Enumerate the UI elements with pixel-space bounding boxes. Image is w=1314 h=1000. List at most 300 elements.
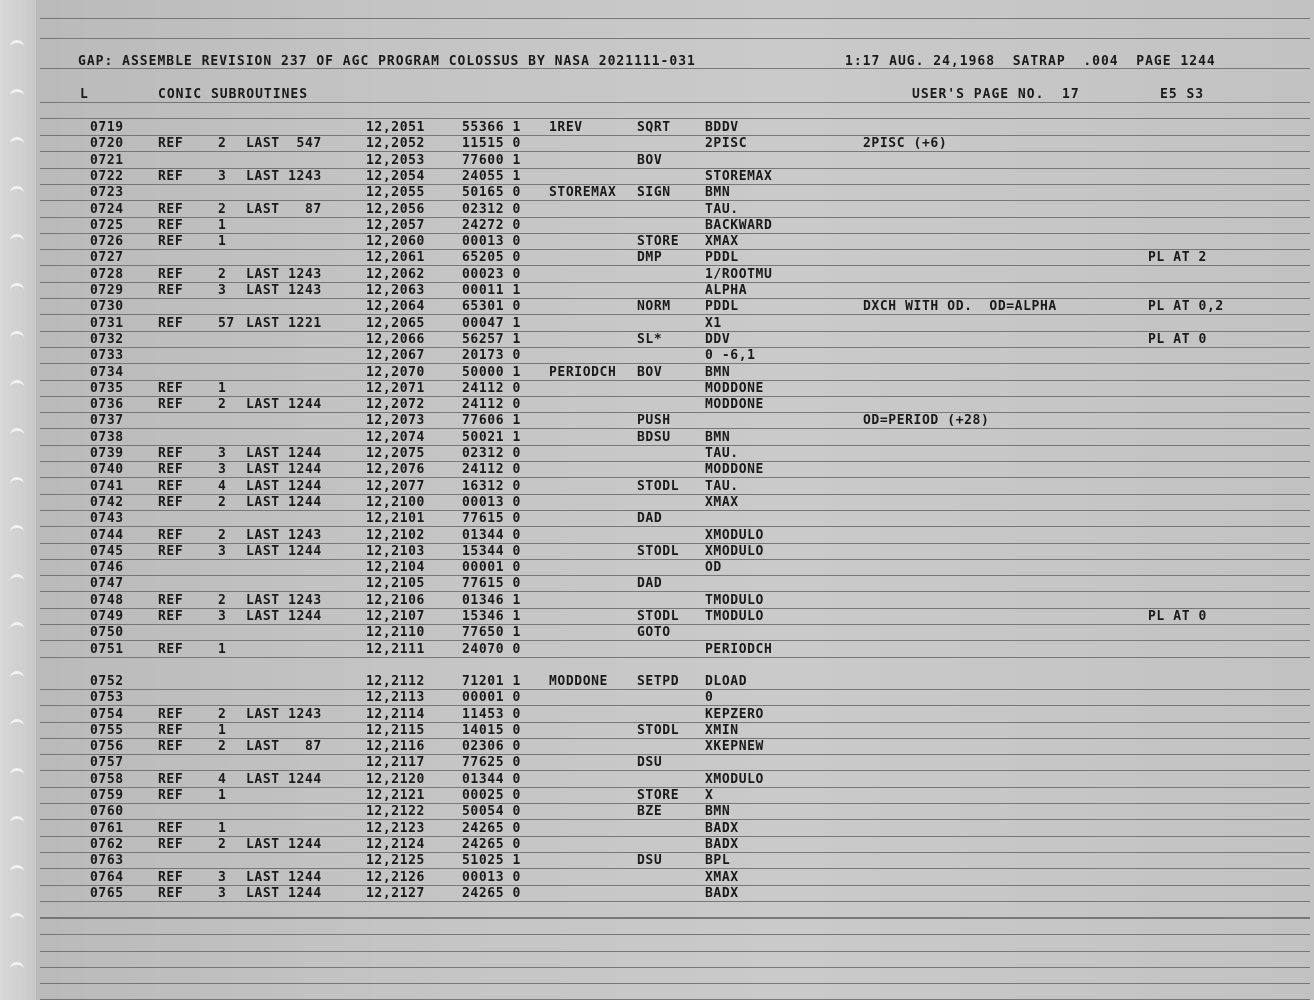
operand: KEPZERO <box>705 706 764 722</box>
operand: BDDV <box>705 120 739 135</box>
line-number: 0765 <box>90 885 124 901</box>
listing-row <box>0 153 1314 169</box>
listing-row <box>0 332 1314 348</box>
ref-label: REF <box>158 722 184 738</box>
ruled-line <box>40 118 1310 119</box>
line-number: 0736 <box>90 397 124 413</box>
address: 12,2056 <box>366 201 425 217</box>
octal-word: 71201 1 <box>462 673 521 689</box>
line-number: 0745 <box>90 543 124 559</box>
last-ref: LAST 87 <box>246 201 322 217</box>
header-section-title: CONIC SUBROUTINES <box>158 87 309 102</box>
listing-row <box>0 609 1314 625</box>
address: 12,2116 <box>366 739 425 755</box>
operand: BMN <box>705 364 731 380</box>
address: 12,2113 <box>366 690 425 706</box>
listing-row <box>0 593 1314 609</box>
listing-row <box>0 642 1314 658</box>
ref-label: REF <box>158 380 184 396</box>
octal-word: 65205 0 <box>462 250 521 266</box>
address: 12,2117 <box>366 755 425 771</box>
operand: XMODULO <box>705 771 764 787</box>
listing-row <box>0 739 1314 755</box>
operand: MODDONE <box>705 397 764 413</box>
ref-count: 2 <box>218 527 227 543</box>
line-number: 0748 <box>90 592 124 608</box>
ref-count: 2 <box>218 739 227 755</box>
octal-word: 77600 1 <box>462 152 521 168</box>
operand: XMAX <box>705 234 739 250</box>
line-number: 0753 <box>90 690 124 706</box>
ref-label: REF <box>158 592 184 608</box>
operand: XMAX <box>705 494 739 510</box>
ref-count: 1 <box>218 722 227 738</box>
opcode: STORE <box>637 234 680 250</box>
last-ref: LAST 1243 <box>246 592 322 608</box>
opcode: GOTO <box>637 625 671 641</box>
operand: BADX <box>705 885 739 901</box>
ref-label: REF <box>158 869 184 885</box>
octal-word: 24070 0 <box>462 641 521 657</box>
ref-count: 2 <box>218 266 227 282</box>
operand: TAU. <box>705 446 739 461</box>
ref-count: 1 <box>218 820 227 836</box>
listing-row <box>0 185 1314 201</box>
opcode: DSU <box>637 755 663 771</box>
octal-word: 00013 0 <box>462 234 521 250</box>
ref-label: REF <box>158 397 184 413</box>
line-number: 0760 <box>90 804 124 820</box>
octal-word: 02312 0 <box>462 201 521 217</box>
address: 12,2121 <box>366 788 425 803</box>
address: 12,2057 <box>366 217 425 233</box>
ref-label: REF <box>158 168 184 184</box>
listing-row <box>0 511 1314 527</box>
address: 12,2120 <box>366 771 425 787</box>
listing-row <box>0 218 1314 234</box>
last-ref: LAST 1244 <box>246 869 322 885</box>
last-ref: LAST 1243 <box>246 266 322 282</box>
line-number: 0726 <box>90 234 124 250</box>
comment: DXCH WITH OD. OD=ALPHA <box>863 299 1057 315</box>
listing-row <box>0 853 1314 869</box>
operand: MODDONE <box>705 462 764 478</box>
line-number: 0731 <box>90 315 124 331</box>
last-ref: LAST 547 <box>246 136 322 152</box>
address: 12,2067 <box>366 348 425 364</box>
address: 12,2125 <box>366 853 425 869</box>
ref-count: 1 <box>218 641 227 657</box>
octal-word: 56257 1 <box>462 331 521 347</box>
operand: OD <box>705 560 722 576</box>
comment: OD=PERIOD (+28) <box>863 413 990 429</box>
operand: BMN <box>705 185 731 201</box>
line-number: 0759 <box>90 788 124 803</box>
address: 12,2101 <box>366 511 425 527</box>
listing-row <box>0 723 1314 739</box>
ref-label: REF <box>158 820 184 836</box>
line-number: 0758 <box>90 771 124 787</box>
line-number: 0746 <box>90 560 124 576</box>
ref-label: REF <box>158 494 184 510</box>
operand: 0 <box>705 690 714 706</box>
line-number: 0738 <box>90 429 124 445</box>
operand: DDV <box>705 331 731 347</box>
ref-count: 2 <box>218 836 227 852</box>
line-number: 0720 <box>90 136 124 152</box>
address: 12,2070 <box>366 364 425 380</box>
ref-label: REF <box>158 836 184 852</box>
octal-word: 01344 0 <box>462 527 521 543</box>
listing-row <box>0 788 1314 804</box>
ref-count: 1 <box>218 217 227 233</box>
listing-row <box>0 528 1314 544</box>
address: 12,2060 <box>366 234 425 250</box>
line-number: 0737 <box>90 413 124 429</box>
opcode: BZE <box>637 804 663 820</box>
last-ref: LAST 1221 <box>246 315 322 331</box>
listing-row <box>0 234 1314 250</box>
address: 12,2124 <box>366 836 425 852</box>
address: 12,2064 <box>366 299 425 315</box>
opcode: SIGN <box>637 185 671 201</box>
operand: XKEPNEW <box>705 739 764 755</box>
ref-label: REF <box>158 201 184 217</box>
address: 12,2102 <box>366 527 425 543</box>
ref-count: 3 <box>218 885 227 901</box>
symbol-label: STOREMAX <box>549 185 617 201</box>
line-number: 0734 <box>90 364 124 380</box>
line-number: 0723 <box>90 185 124 201</box>
operand: TAU. <box>705 201 739 217</box>
line-number: 0730 <box>90 299 124 315</box>
address: 12,2073 <box>366 413 425 429</box>
ref-count: 57 <box>218 315 235 331</box>
listing-row <box>0 430 1314 446</box>
address: 12,2066 <box>366 331 425 347</box>
opcode: SL* <box>637 331 663 347</box>
address: 12,2100 <box>366 494 425 510</box>
address: 12,2072 <box>366 397 425 413</box>
ref-count: 2 <box>218 494 227 510</box>
ref-label: REF <box>158 739 184 755</box>
operand: XMODULO <box>705 543 764 559</box>
ruled-line <box>40 38 1310 39</box>
address: 12,2076 <box>366 462 425 478</box>
listing-row <box>0 544 1314 560</box>
octal-word: 00047 1 <box>462 315 521 331</box>
pushlist-note: PL AT 0,2 <box>1148 299 1224 315</box>
address: 12,2071 <box>366 380 425 396</box>
octal-word: 24112 0 <box>462 380 521 396</box>
address: 12,2127 <box>366 885 425 901</box>
opcode: BDSU <box>637 429 671 445</box>
opcode: PUSH <box>637 413 671 429</box>
octal-word: 02306 0 <box>462 739 521 755</box>
ref-label: REF <box>158 706 184 722</box>
feed-hole <box>10 913 24 926</box>
listing-row <box>0 348 1314 364</box>
line-number: 0743 <box>90 511 124 527</box>
operand: BADX <box>705 820 739 836</box>
listing-row <box>0 479 1314 495</box>
address: 12,2062 <box>366 266 425 282</box>
ref-count: 2 <box>218 592 227 608</box>
opcode: NORM <box>637 299 671 315</box>
listing-row <box>0 707 1314 723</box>
last-ref: LAST 1244 <box>246 478 322 494</box>
ref-label: REF <box>158 788 184 803</box>
ref-label: REF <box>158 885 184 901</box>
ref-label: REF <box>158 543 184 559</box>
line-number: 0722 <box>90 168 124 184</box>
ref-count: 4 <box>218 478 227 494</box>
last-ref: LAST 87 <box>246 739 322 755</box>
address: 12,2077 <box>366 478 425 494</box>
octal-word: 24265 0 <box>462 836 521 852</box>
octal-word: 24265 0 <box>462 885 521 901</box>
listing-row <box>0 690 1314 706</box>
octal-word: 77615 0 <box>462 511 521 527</box>
octal-word: 15346 1 <box>462 609 521 624</box>
last-ref: LAST 1243 <box>246 283 322 298</box>
address: 12,2106 <box>366 592 425 608</box>
ref-count: 2 <box>218 397 227 413</box>
listing-row <box>0 462 1314 478</box>
listing-row <box>0 674 1314 690</box>
line-number: 0727 <box>90 250 124 266</box>
octal-word: 00013 0 <box>462 494 521 510</box>
operand: TMODULO <box>705 592 764 608</box>
comment: 2PISC (+6) <box>863 136 948 152</box>
listing-row <box>0 250 1314 266</box>
ref-label: REF <box>158 136 184 152</box>
octal-word: 24272 0 <box>462 217 521 233</box>
opcode: STODL <box>637 543 680 559</box>
octal-word: 00013 0 <box>462 869 521 885</box>
operand: ALPHA <box>705 283 748 298</box>
operand: PDDL <box>705 250 739 266</box>
ref-label: REF <box>158 527 184 543</box>
ruled-line <box>40 967 1310 968</box>
line-number: 0739 <box>90 446 124 461</box>
last-ref: LAST 1244 <box>246 609 322 624</box>
last-ref: LAST 1244 <box>246 446 322 461</box>
octal-word: 65301 0 <box>462 299 521 315</box>
octal-word: 11453 0 <box>462 706 521 722</box>
operand: BPL <box>705 853 731 869</box>
ref-label: REF <box>158 609 184 624</box>
line-number: 0719 <box>90 120 124 135</box>
header-listing-mark: L <box>80 87 89 102</box>
line-number: 0754 <box>90 706 124 722</box>
listing-row <box>0 365 1314 381</box>
ref-count: 3 <box>218 446 227 461</box>
listing-row <box>0 267 1314 283</box>
operand: XMIN <box>705 722 739 738</box>
operand: XMAX <box>705 869 739 885</box>
last-ref: LAST 1244 <box>246 462 322 478</box>
octal-word: 01346 1 <box>462 592 521 608</box>
ref-count: 3 <box>218 609 227 624</box>
address: 12,2055 <box>366 185 425 201</box>
listing-row <box>0 495 1314 511</box>
operand: BACKWARD <box>705 217 773 233</box>
octal-word: 16312 0 <box>462 478 521 494</box>
ruled-line <box>40 18 1310 19</box>
opcode: BOV <box>637 152 663 168</box>
opcode: SETPD <box>637 673 680 689</box>
opcode: DSU <box>637 853 663 869</box>
line-number: 0757 <box>90 755 124 771</box>
operand: STOREMAX <box>705 168 773 184</box>
operand: 2PISC <box>705 136 748 152</box>
line-number: 0735 <box>90 380 124 396</box>
address: 12,2111 <box>366 641 425 657</box>
listing-row <box>0 299 1314 315</box>
opcode: BOV <box>637 364 663 380</box>
octal-word: 00001 0 <box>462 690 521 706</box>
operand: XMODULO <box>705 527 764 543</box>
address: 12,2075 <box>366 446 425 461</box>
listing-row <box>0 446 1314 462</box>
ref-label: REF <box>158 234 184 250</box>
listing-row <box>0 169 1314 185</box>
address: 12,2123 <box>366 820 425 836</box>
line-number: 0747 <box>90 576 124 592</box>
line-number: 0729 <box>90 283 124 298</box>
octal-word: 55366 1 <box>462 120 521 135</box>
line-number: 0721 <box>90 152 124 168</box>
octal-word: 50054 0 <box>462 804 521 820</box>
line-number: 0744 <box>90 527 124 543</box>
operand: DLOAD <box>705 673 748 689</box>
ref-count: 1 <box>218 234 227 250</box>
octal-word: 77615 0 <box>462 576 521 592</box>
line-number: 0742 <box>90 494 124 510</box>
line-number: 0724 <box>90 201 124 217</box>
ruled-line <box>40 934 1310 935</box>
header-code: E5 S3 <box>1160 87 1205 102</box>
operand: 1/ROOTMU <box>705 266 773 282</box>
line-number: 0749 <box>90 609 124 624</box>
listing-row <box>0 283 1314 299</box>
operand: PDDL <box>705 299 739 315</box>
address: 12,2051 <box>366 120 425 135</box>
listing-row <box>0 397 1314 413</box>
ref-count: 3 <box>218 283 227 298</box>
octal-word: 24265 0 <box>462 820 521 836</box>
listing-row <box>0 886 1314 902</box>
octal-word: 02312 0 <box>462 446 521 461</box>
address: 12,2107 <box>366 609 425 624</box>
octal-word: 24112 0 <box>462 397 521 413</box>
line-number: 0740 <box>90 462 124 478</box>
ruled-line <box>40 983 1310 984</box>
line-number: 0725 <box>90 217 124 233</box>
ref-count: 1 <box>218 380 227 396</box>
feed-hole <box>10 962 24 975</box>
octal-word: 01344 0 <box>462 771 521 787</box>
address: 12,2104 <box>366 560 425 576</box>
address: 12,2103 <box>366 543 425 559</box>
listing-row <box>0 821 1314 837</box>
octal-word: 00025 0 <box>462 788 521 803</box>
opcode: STODL <box>637 478 680 494</box>
ref-label: REF <box>158 462 184 478</box>
line-number: 0761 <box>90 820 124 836</box>
ref-label: REF <box>158 478 184 494</box>
last-ref: LAST 1243 <box>246 706 322 722</box>
ref-label: REF <box>158 315 184 331</box>
address: 12,2052 <box>366 136 425 152</box>
line-number: 0763 <box>90 853 124 869</box>
header-date-page: 1:17 AUG. 24,1968 SATRAP .004 PAGE 1244 <box>845 54 1216 69</box>
line-number: 0733 <box>90 348 124 364</box>
address: 12,2105 <box>366 576 425 592</box>
line-number: 0752 <box>90 673 124 689</box>
line-number: 0762 <box>90 836 124 852</box>
ref-count: 3 <box>218 543 227 559</box>
last-ref: LAST 1244 <box>246 397 322 413</box>
line-number: 0756 <box>90 739 124 755</box>
octal-word: 00011 1 <box>462 283 521 298</box>
opcode: DAD <box>637 511 663 527</box>
listing-row <box>0 136 1314 152</box>
octal-word: 50000 1 <box>462 364 521 380</box>
octal-word: 20173 0 <box>462 348 521 364</box>
last-ref: LAST 1244 <box>246 494 322 510</box>
listing-row <box>0 202 1314 218</box>
listing-row <box>0 316 1314 332</box>
line-number: 0750 <box>90 625 124 641</box>
octal-word: 11515 0 <box>462 136 521 152</box>
line-number: 0732 <box>90 331 124 347</box>
listing-row <box>0 120 1314 136</box>
opcode: STODL <box>637 722 680 738</box>
last-ref: LAST 1244 <box>246 543 322 559</box>
listing-row <box>0 381 1314 397</box>
ruled-line <box>40 951 1310 952</box>
feed-hole <box>10 40 24 53</box>
octal-word: 51025 1 <box>462 853 521 869</box>
ref-count: 3 <box>218 168 227 184</box>
symbol-label: 1REV <box>549 120 583 135</box>
octal-word: 14015 0 <box>462 722 521 738</box>
pushlist-note: PL AT 0 <box>1148 331 1207 347</box>
octal-word: 77650 1 <box>462 625 521 641</box>
listing-row <box>0 625 1314 641</box>
octal-word: 00023 0 <box>462 266 521 282</box>
operand: BADX <box>705 836 739 852</box>
listing-row <box>0 560 1314 576</box>
line-number: 0728 <box>90 266 124 282</box>
ref-count: 2 <box>218 706 227 722</box>
operand: BMN <box>705 429 731 445</box>
symbol-label: MODDONE <box>549 673 608 689</box>
symbol-label: PERIODCH <box>549 364 617 380</box>
ref-label: REF <box>158 283 184 298</box>
ref-label: REF <box>158 641 184 657</box>
listing-row <box>0 772 1314 788</box>
ref-count: 2 <box>218 201 227 217</box>
address: 12,2114 <box>366 706 425 722</box>
operand: TMODULO <box>705 609 764 624</box>
octal-word: 00001 0 <box>462 560 521 576</box>
octal-word: 24112 0 <box>462 462 521 478</box>
header-user-page: USER'S PAGE NO. 17 <box>912 87 1080 102</box>
address: 12,2110 <box>366 625 425 641</box>
